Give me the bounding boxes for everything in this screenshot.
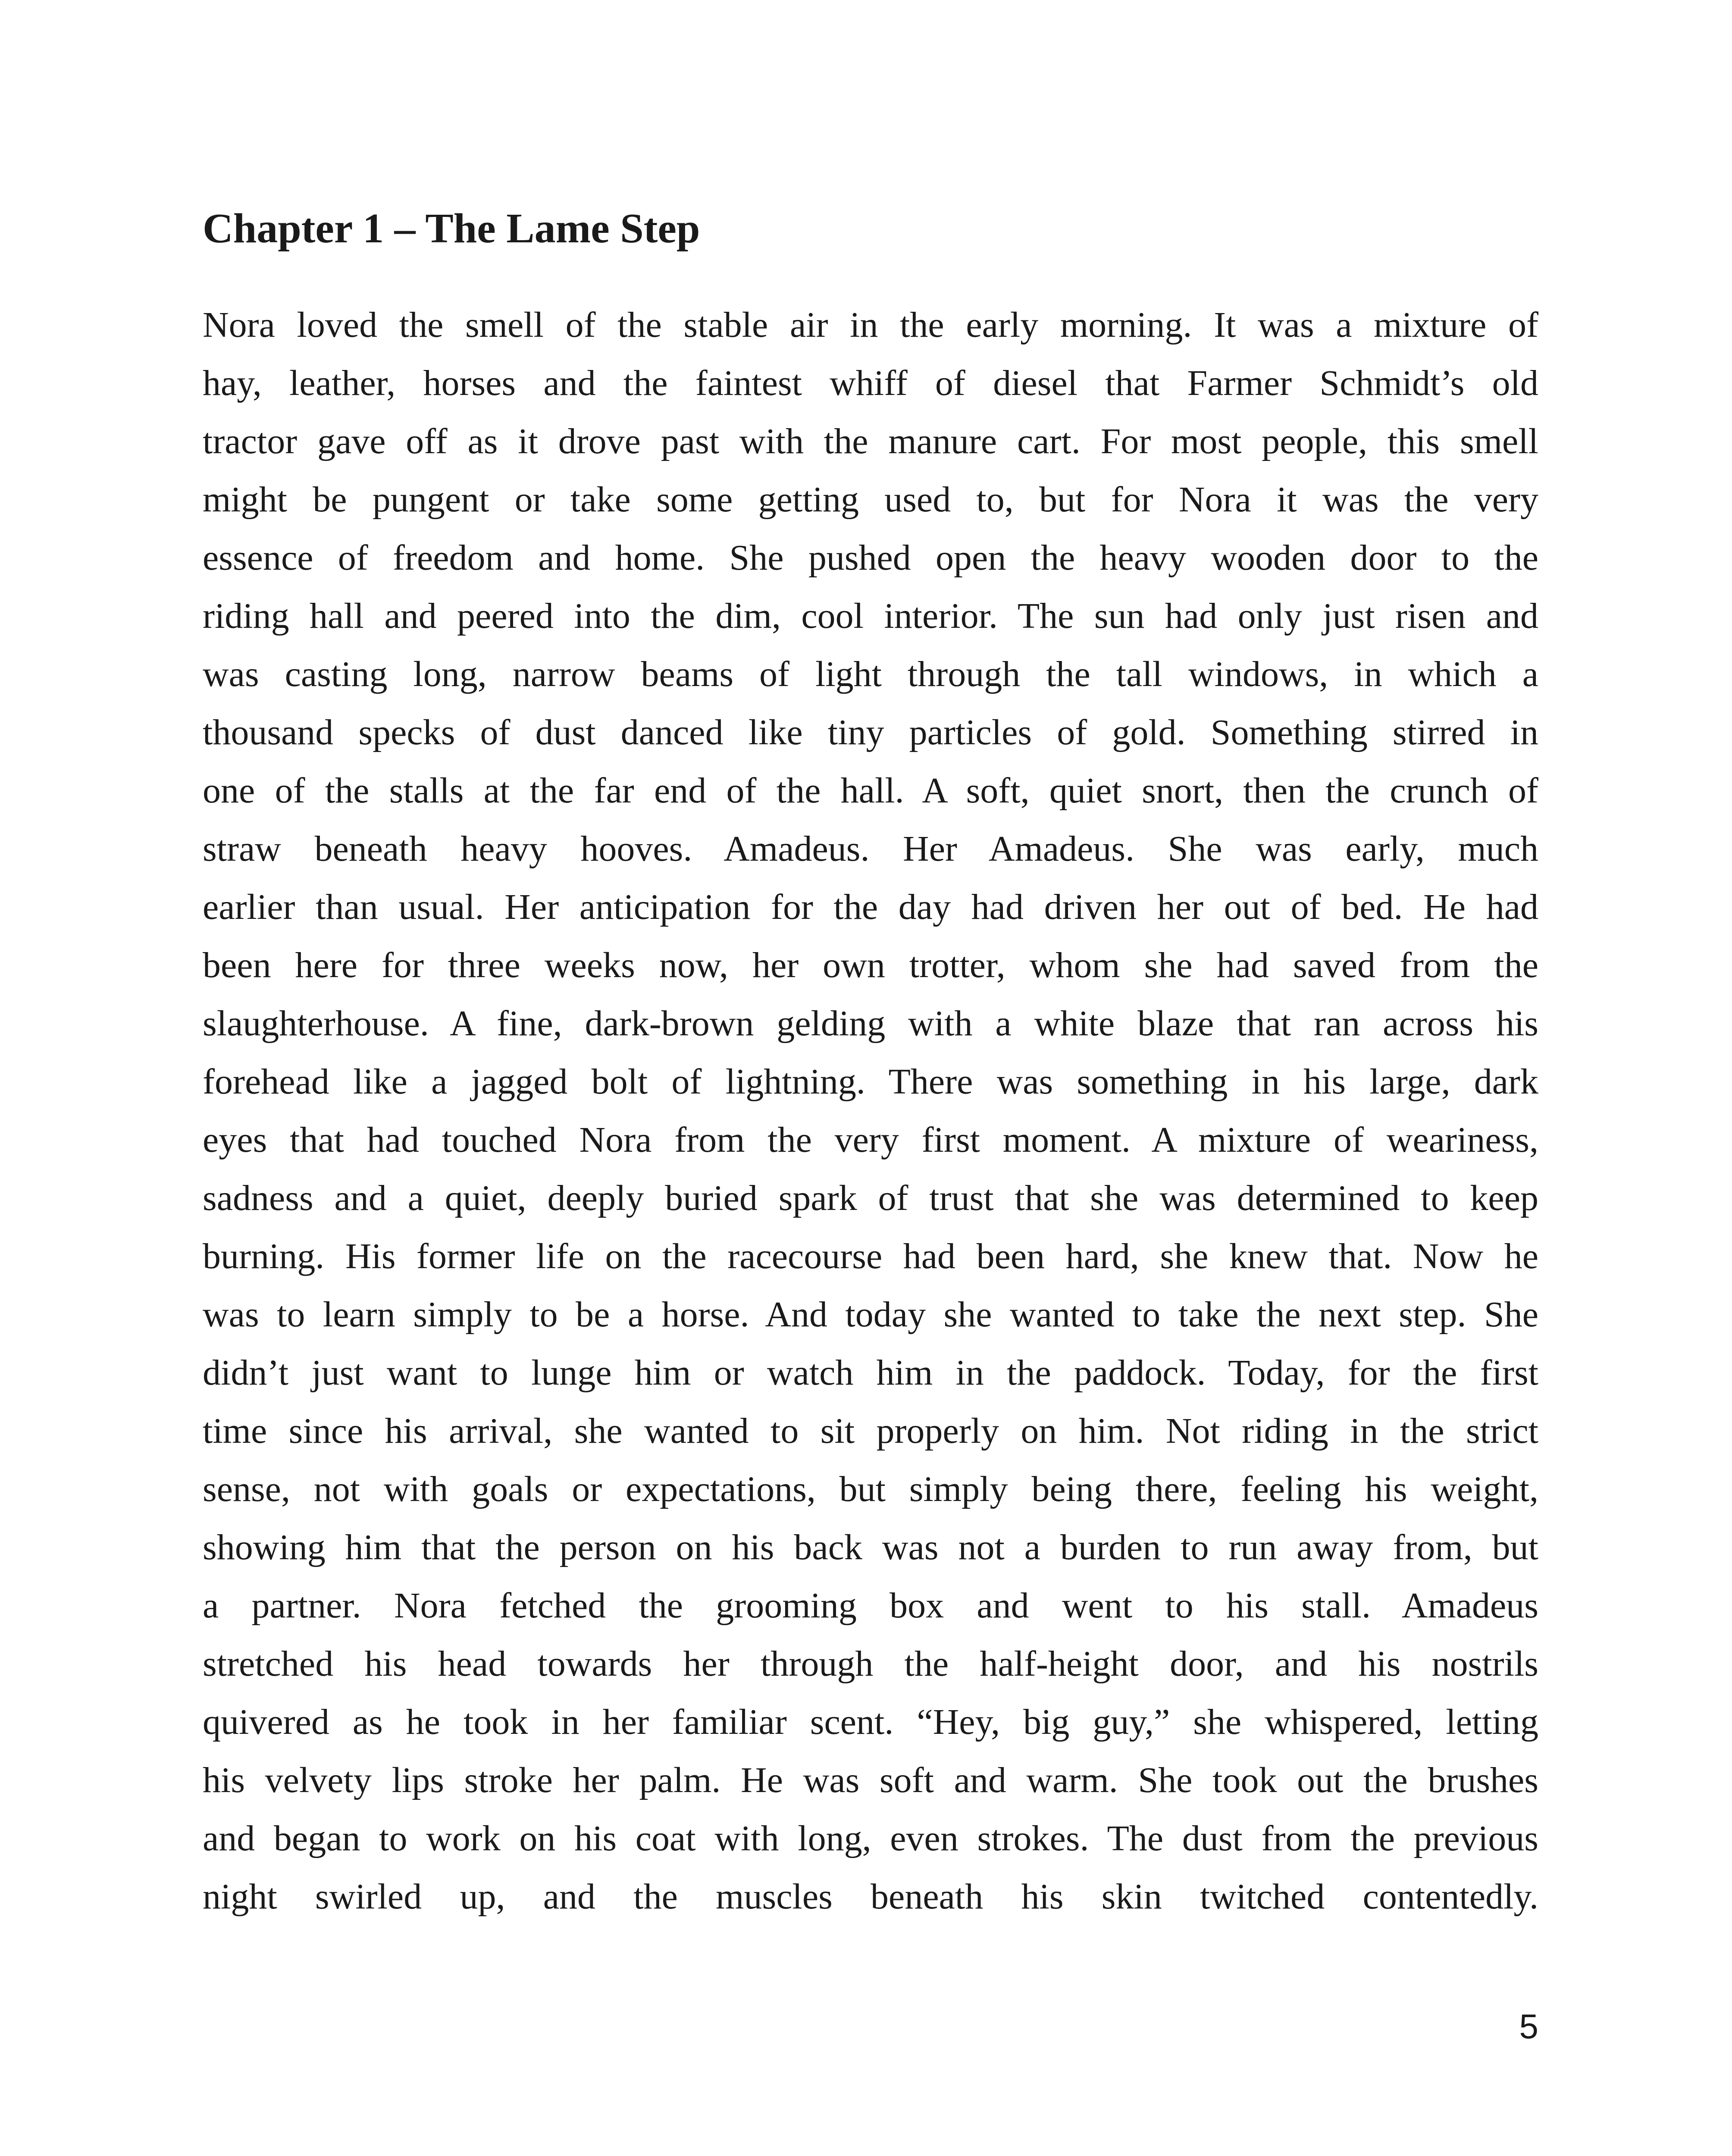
text-line: been here for three weeks now, her own trotter, whom she had saved from the	[203, 945, 1538, 985]
text-line: thousand specks of dust danced like tiny particles of gold. Something stirred in	[203, 712, 1538, 752]
text-line: sadness and a quiet, deeply buried spark of trust that she was determined to keep	[203, 1178, 1538, 1218]
text-line: hay, leather, horses and the faintest whiff of diesel that Farmer Schmidt’s old	[203, 363, 1538, 403]
text-line: forehead like a jagged bolt of lightning. There was something in his large, dark	[203, 1062, 1538, 1102]
text-line: riding hall and peered into the dim, cool interior. The sun had only just risen and	[203, 596, 1538, 636]
text-line: night swirled up, and the muscles beneath his skin twitched contentedly.	[203, 1877, 1538, 1917]
text-line: slaughterhouse. A fine, dark-brown gelding with a white blaze that ran across his	[203, 1003, 1538, 1044]
text-line: straw beneath heavy hooves. Amadeus. Her Amadeus. She was early, much	[203, 829, 1538, 869]
text-line: essence of freedom and home. She pushed open the heavy wooden door to the	[203, 538, 1538, 578]
text-line: quivered as he took in her familiar scent. “Hey, big guy,” she whispered, letting	[203, 1702, 1538, 1742]
text-line: a partner. Nora fetched the grooming box and went to his stall. Amadeus	[203, 1586, 1538, 1626]
page-number: 5	[1519, 2007, 1538, 2046]
text-line: stretched his head towards her through the half-height door, and his nostrils	[203, 1644, 1538, 1684]
chapter-title: Chapter 1 – The Lame Step	[203, 205, 700, 252]
text-line: time since his arrival, she wanted to sit properly on him. Not riding in the strict	[203, 1411, 1538, 1451]
text-line: burning. His former life on the racecourse had been hard, she knew that. Now he	[203, 1236, 1538, 1276]
text-line: sense, not with goals or expectations, but simply being there, feeling his weight,	[203, 1469, 1538, 1509]
chapter-body-text	[203, 296, 1538, 1926]
text-line: might be pungent or take some getting used to, but for Nora it was the very	[203, 479, 1538, 520]
text-line: didn’t just want to lunge him or watch him in the paddock. Today, for the first	[203, 1353, 1538, 1393]
text-line: showing him that the person on his back was not a burden to run away from, but	[203, 1527, 1538, 1567]
text-line: his velvety lips stroke her palm. He was soft and warm. She took out the brushes	[203, 1760, 1538, 1800]
text-line: tractor gave off as it drove past with the manure cart. For most people, this smell	[203, 421, 1538, 461]
text-line: Nora loved the smell of the stable air in the early morning. It was a mixture of	[203, 305, 1538, 345]
text-line: earlier than usual. Her anticipation for the day had driven her out of bed. He had	[203, 887, 1538, 927]
text-line: one of the stalls at the far end of the hall. A soft, quiet snort, then the crunch of	[203, 771, 1538, 811]
text-line: was casting long, narrow beams of light through the tall windows, in which a	[203, 654, 1538, 694]
text-line: eyes that had touched Nora from the very first moment. A mixture of weariness,	[203, 1120, 1538, 1160]
text-line: and began to work on his coat with long, even strokes. The dust from the previous	[203, 1818, 1538, 1858]
text-line: was to learn simply to be a horse. And today she wanted to take the next step. She	[203, 1294, 1538, 1335]
